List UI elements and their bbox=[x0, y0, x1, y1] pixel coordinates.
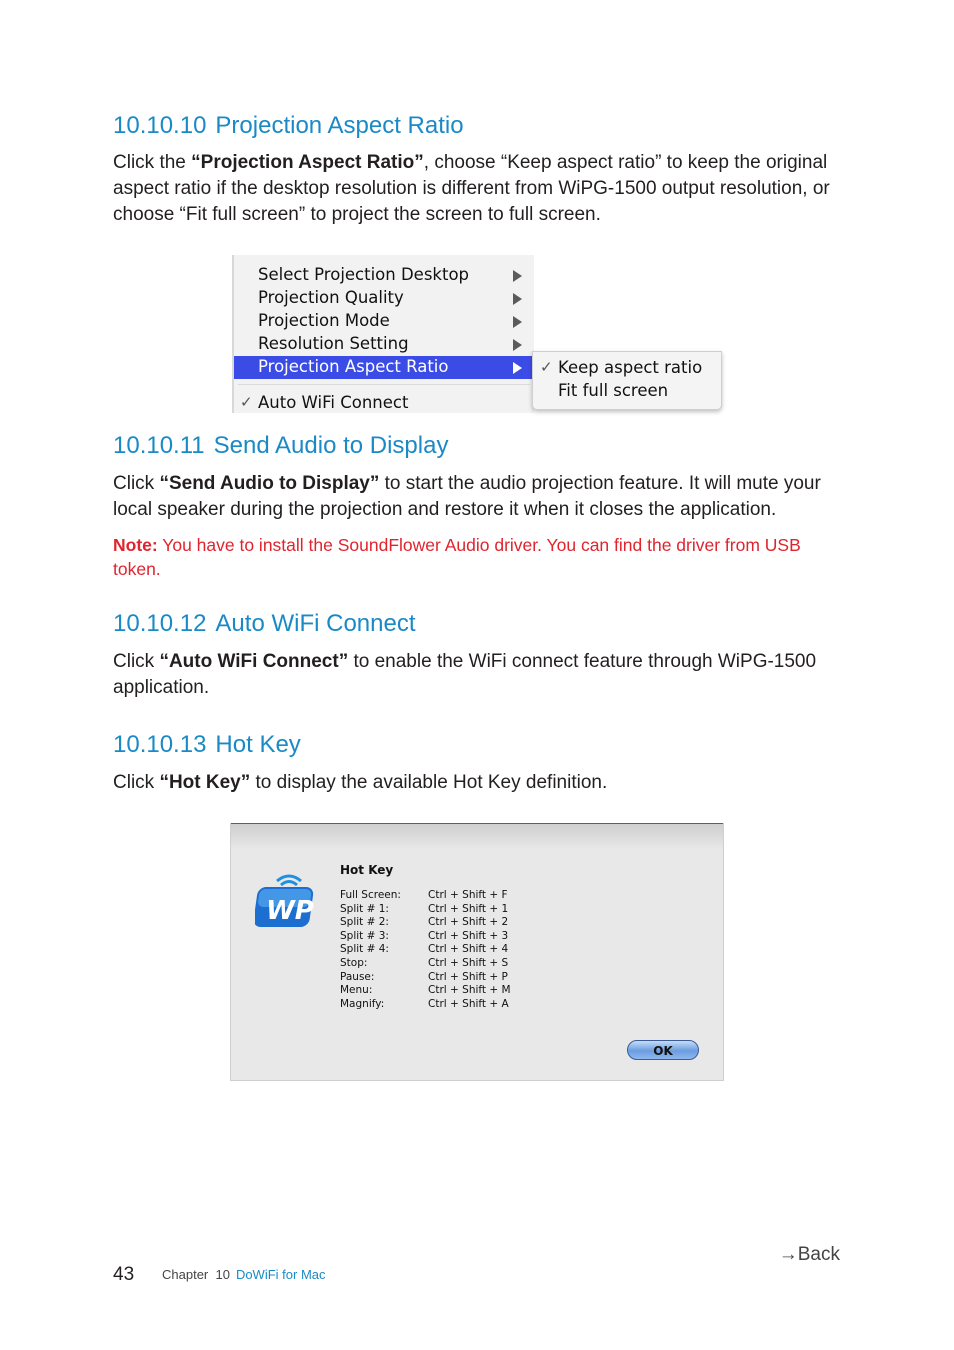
chapter-number: Chapter 10 bbox=[162, 1267, 230, 1282]
wipg-logo-icon bbox=[255, 867, 323, 929]
text: Click bbox=[113, 651, 160, 672]
menu-item[interactable] bbox=[234, 333, 534, 356]
submenu-arrow-icon bbox=[513, 293, 522, 305]
hot-key-action: Menu: bbox=[340, 984, 373, 997]
chapter-name-link[interactable]: DoWiFi for Mac bbox=[235, 1267, 326, 1282]
submenu-arrow-icon bbox=[513, 362, 522, 374]
hot-key-action: Split # 4: bbox=[340, 943, 389, 956]
page-number: 43 bbox=[113, 1264, 135, 1285]
section-title: Projection Aspect Ratio bbox=[215, 112, 464, 139]
hot-key-action: Split # 1: bbox=[340, 902, 389, 915]
menu-item-label: Projection Quality bbox=[258, 288, 404, 307]
text: to enable the WiFi connect feature through WiPG-1500 application. bbox=[113, 651, 817, 698]
hot-key-action: Split # 2: bbox=[340, 916, 389, 929]
hot-key-combo: Ctrl + Shift + P bbox=[428, 970, 508, 983]
menu-separator bbox=[238, 384, 530, 385]
section-title: Send Audio to Display bbox=[213, 432, 449, 459]
section-number: 10.10.11 bbox=[113, 432, 205, 459]
note-text: You have to install the SoundFlower Audio driver. You can find the driver from USB token. bbox=[113, 535, 801, 579]
text: Click bbox=[113, 772, 160, 793]
context-menu-screenshot bbox=[232, 255, 534, 413]
menu-item-label: Projection Aspect Ratio bbox=[258, 357, 449, 376]
heading-hot-key bbox=[113, 731, 301, 759]
heading-projection-aspect-ratio bbox=[113, 112, 464, 140]
menu-item-label: Resolution Setting bbox=[258, 334, 409, 353]
hot-key-combo: Ctrl + Shift + F bbox=[428, 889, 508, 901]
menu-item[interactable] bbox=[234, 310, 534, 333]
section-number: 10.10.12 bbox=[113, 610, 207, 637]
hot-key-action: Split # 3: bbox=[340, 929, 389, 942]
dialog-titlebar[interactable] bbox=[231, 823, 723, 848]
paragraph-projection-aspect-ratio bbox=[113, 150, 853, 228]
paragraph-auto-wifi bbox=[113, 649, 853, 701]
hot-key-action: Stop: bbox=[340, 956, 368, 969]
text: , choose “Keep aspect ratio” to keep the original aspect ratio if the desktop resolution is different from WiPG-1500 output resolution, or choose “Fit full screen” to project the screen to full screen. bbox=[113, 152, 830, 225]
section-number: 10.10.13 bbox=[113, 731, 207, 758]
hot-key-combo: Ctrl + Shift + 3 bbox=[428, 929, 509, 942]
submenu-arrow-icon bbox=[513, 316, 522, 328]
svg-text:WP: WP bbox=[266, 896, 314, 926]
hot-key-title: Hot Key bbox=[340, 863, 394, 877]
menu-item-label: Projection Mode bbox=[258, 311, 390, 330]
paragraph-hot-key bbox=[113, 770, 853, 796]
text: to display the available Hot Key definition. bbox=[250, 772, 608, 793]
text: to start the audio projection feature. It will mute your local speaker during the projection and restore it when it closes the application. bbox=[113, 473, 821, 520]
text: Click bbox=[113, 473, 160, 494]
bold-text: “Projection Aspect Ratio” bbox=[191, 152, 424, 173]
submenu-item-label: Keep aspect ratio bbox=[558, 358, 703, 377]
menu-item-checked[interactable] bbox=[234, 392, 534, 415]
heading-send-audio-to-display bbox=[113, 432, 448, 460]
bold-text: “Send Audio to Display” bbox=[159, 473, 380, 494]
hot-key-action: Magnify: bbox=[340, 997, 385, 1010]
bold-text: “Auto WiFi Connect” bbox=[159, 651, 349, 672]
hot-key-combo: Ctrl + Shift + 4 bbox=[428, 943, 509, 956]
section-title: Hot Key bbox=[215, 731, 301, 758]
heading-auto-wifi-connect bbox=[113, 610, 416, 638]
text: Click the bbox=[113, 152, 192, 173]
hot-key-combo: Ctrl + Shift + M bbox=[428, 984, 511, 997]
menu-item-label: Select Projection Desktop bbox=[258, 265, 470, 284]
ok-button[interactable]: OK bbox=[627, 1040, 699, 1060]
checkmark-icon: ✓ bbox=[240, 393, 253, 411]
hot-key-dialog bbox=[230, 823, 724, 1081]
hot-key-combo: Ctrl + Shift + 2 bbox=[428, 916, 509, 929]
paragraph-send-audio bbox=[113, 471, 853, 523]
bold-text: “Hot Key” bbox=[159, 772, 251, 793]
submenu-item-label: Fit full screen bbox=[558, 381, 669, 400]
menu-item[interactable] bbox=[234, 287, 534, 310]
note-label: Note: bbox=[113, 535, 158, 555]
hot-key-combo: Ctrl + Shift + 1 bbox=[428, 902, 509, 915]
submenu-item-keep-aspect[interactable] bbox=[533, 354, 721, 376]
submenu-aspect-ratio bbox=[532, 351, 722, 410]
menu-item[interactable] bbox=[234, 264, 534, 287]
chapter-label bbox=[162, 1267, 326, 1282]
menu-item-label: Auto WiFi Connect bbox=[258, 393, 409, 412]
hot-key-combo: Ctrl + Shift + S bbox=[428, 956, 509, 969]
submenu-arrow-icon bbox=[513, 339, 522, 351]
submenu-arrow-icon bbox=[513, 270, 522, 282]
menu-item-highlighted[interactable] bbox=[234, 356, 534, 379]
section-title: Auto WiFi Connect bbox=[215, 610, 416, 637]
hot-key-action: Pause: bbox=[340, 970, 375, 983]
back-link[interactable]: →Back bbox=[778, 1244, 840, 1265]
hot-key-action: Full Screen: bbox=[340, 889, 401, 901]
checkmark-icon: ✓ bbox=[540, 358, 553, 376]
note-soundflower bbox=[113, 533, 853, 581]
submenu-item-fit-full-screen[interactable] bbox=[533, 377, 721, 399]
section-number: 10.10.10 bbox=[113, 112, 207, 139]
hot-key-combo: Ctrl + Shift + A bbox=[428, 997, 509, 1010]
